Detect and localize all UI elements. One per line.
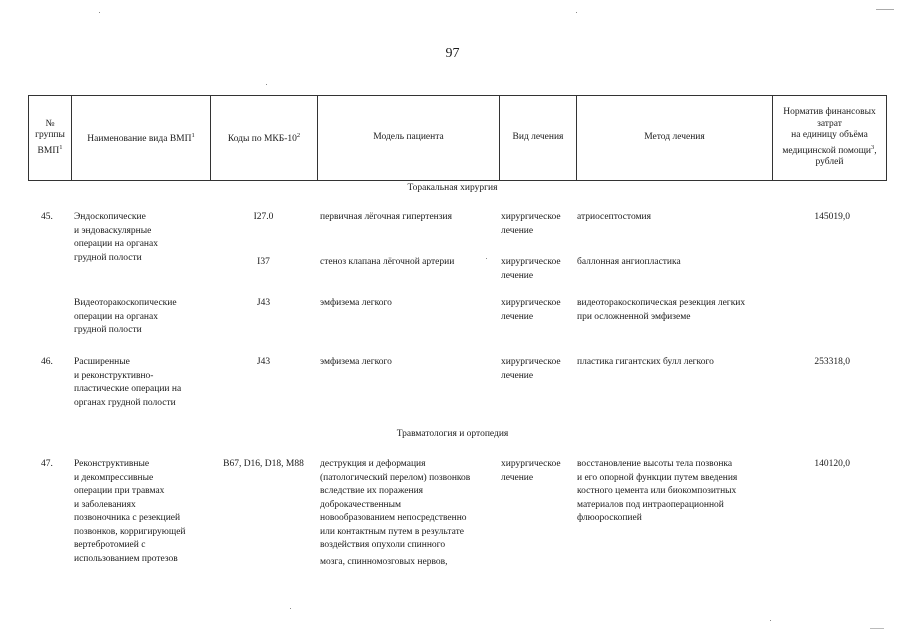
section-title: Торакальная хирургия: [407, 183, 498, 193]
financial-norm: 145019,0: [814, 212, 850, 222]
header-icd-codes: Коды по МКБ-$10^2$: [211, 96, 318, 181]
vmp-name: Расширенные и реконструктивно- пластические операции на органах грудной полости: [74, 357, 182, 408]
treatment-type: хирургическое лечение: [501, 459, 561, 483]
icd-code: J43: [256, 298, 271, 308]
header-treatment-method: Метод лечения: [577, 96, 773, 181]
scan-speck: [290, 608, 291, 609]
scan-speck: [870, 628, 884, 629]
treatment-type: хирургическое лечение: [501, 298, 561, 322]
scan-speck: [99, 12, 100, 13]
row-number: 45.: [41, 212, 53, 222]
financial-norm: 140120,0: [814, 459, 850, 469]
section-title: Травматология и ортопедия: [396, 429, 509, 439]
treatment-type: хирургическое лечение: [501, 357, 561, 381]
scan-speck: [266, 84, 267, 85]
icd-code: J43: [256, 357, 271, 367]
patient-model: деструкция и деформация (патологический перелом) позвонков вследствие их поражения доброкачественным новообразованием непосредственно или контактным путем в результате воздействия опухоли спинного мозга, спинномозговых нервов,: [320, 459, 471, 567]
patient-model: эмфизема легкого: [320, 357, 392, 367]
treatment-method: видеоторакоскопическая резекция легких при осложненной эмфиземе: [577, 298, 746, 322]
scan-speck: [770, 620, 771, 621]
treatment-method: пластика гигантских булл легкого: [577, 357, 714, 367]
treatment-type: хирургическое лечение: [501, 257, 561, 281]
table-header: [28, 95, 887, 181]
treatment-type: хирургическое лечение: [501, 212, 561, 236]
treatment-method: атриосептостомия: [577, 212, 651, 222]
vmp-name: Реконструктивные и декомпрессивные операции при травмах и заболеваниях позвоночника с резекцией позвонков, корригирующей вертебротомией с использованием протезов: [74, 459, 186, 564]
scan-speck: [576, 12, 577, 13]
header-financial-norm: Норматив финансовых затрат на единицу объёма медицинской помощи$^3$, рублей: [773, 96, 887, 181]
row-number: 46.: [41, 357, 53, 367]
icd-code: I27.0: [253, 212, 274, 222]
header-vmp-name: Наименование вида ВМП$^1$: [72, 96, 211, 181]
header-treatment-type: Вид лечения: [500, 96, 577, 181]
patient-model: стеноз клапана лёгочной артерии: [320, 257, 455, 267]
header-patient-model: Модель пациента: [318, 96, 500, 181]
scan-speck: [876, 9, 894, 10]
patient-model: эмфизема легкого: [320, 298, 392, 308]
header-group-number: № группы ВМП$^1$: [29, 96, 72, 181]
treatment-method: баллонная ангиопластика: [577, 257, 681, 267]
vmp-name: Эндоскопические и эндоваскулярные операции на органах грудной полости: [74, 212, 158, 263]
patient-model: первичная лёгочная гипертензия: [320, 212, 452, 222]
vmp-name: Видеоторакоскопические операции на органах грудной полости: [74, 298, 177, 335]
financial-norm: 253318,0: [814, 357, 850, 367]
page-number: 97: [445, 46, 460, 61]
icd-code: I37: [257, 257, 270, 267]
scan-speck: [486, 258, 487, 259]
icd-code: B67, D16, D18, M88: [223, 459, 304, 469]
row-number: 47.: [41, 459, 53, 469]
treatment-method: восстановление высоты тела позвонка и его опорной функции путем введения костного цемента или биокомпозитных материалов под интраоперационной флюороскопией: [577, 459, 738, 523]
